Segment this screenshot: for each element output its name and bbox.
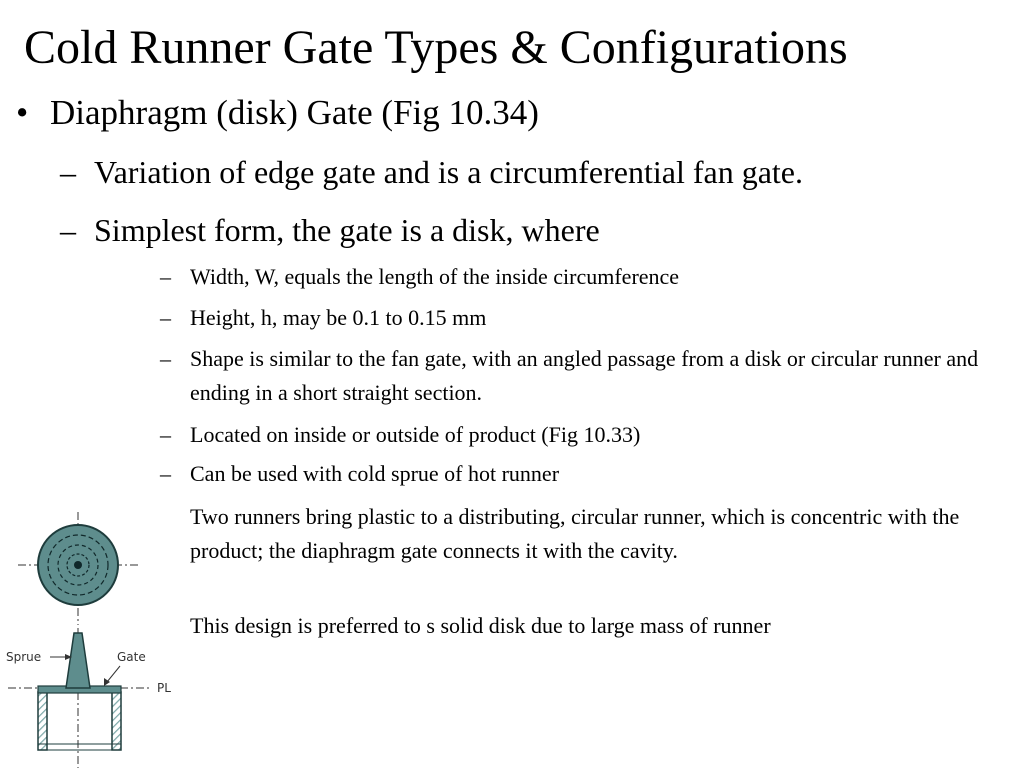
- sub-bullet-text: Variation of edge gate and is a circumferential fan gate.: [94, 154, 803, 190]
- main-bullet-text: Diaphragm (disk) Gate (Fig 10.34): [50, 93, 539, 132]
- parting-line-label: PL: [157, 681, 171, 695]
- diaphragm-gate-diagram: [0, 500, 190, 768]
- dash-marker: –: [60, 154, 76, 190]
- sub-sub-bullet: [160, 457, 1010, 491]
- sub-sub-bullet-text: Shape is similar to the fan gate, with an angled passage from a disk or circular runner and ending in a short straight section.: [190, 346, 979, 405]
- body-paragraph: Two runners bring plastic to a distributing, circular runner, which is concentric with the product; the diaphragm gate connects it with the cavity.: [190, 504, 960, 563]
- sub-sub-bullet: [160, 260, 1010, 294]
- sub-sub-bullet: [160, 342, 1010, 410]
- dash-marker: –: [160, 422, 171, 447]
- sub-sub-bullet-text: Located on inside or outside of product (Fig 10.33): [190, 422, 641, 447]
- sprue-label: Sprue: [6, 650, 42, 664]
- dash-marker: –: [60, 212, 76, 248]
- slide-title: Cold Runner Gate Types & Configurations: [24, 21, 848, 74]
- disk-top-view: [18, 512, 138, 625]
- section-side-view: [8, 628, 150, 768]
- sub-bullet-text: Simplest form, the gate is a disk, where: [94, 212, 600, 248]
- dash-marker: –: [160, 346, 171, 371]
- bullet-marker: •: [16, 93, 29, 132]
- gate-label: Gate: [117, 650, 146, 664]
- sub-sub-bullet-text: Width, W, equals the length of the inside circumference: [190, 264, 680, 289]
- sub-sub-bullet: [160, 418, 1010, 452]
- body-paragraph: This design is preferred to s solid disk due to large mass of runner: [190, 613, 771, 638]
- dash-marker: –: [160, 264, 171, 289]
- dash-marker: –: [160, 461, 171, 486]
- sub-sub-bullet: [160, 301, 1010, 335]
- sub-sub-bullet-text: Height, h, may be 0.1 to 0.15 mm: [190, 305, 487, 330]
- dash-marker: –: [160, 305, 171, 330]
- sub-sub-bullet-text: Can be used with cold sprue of hot runner: [190, 461, 560, 486]
